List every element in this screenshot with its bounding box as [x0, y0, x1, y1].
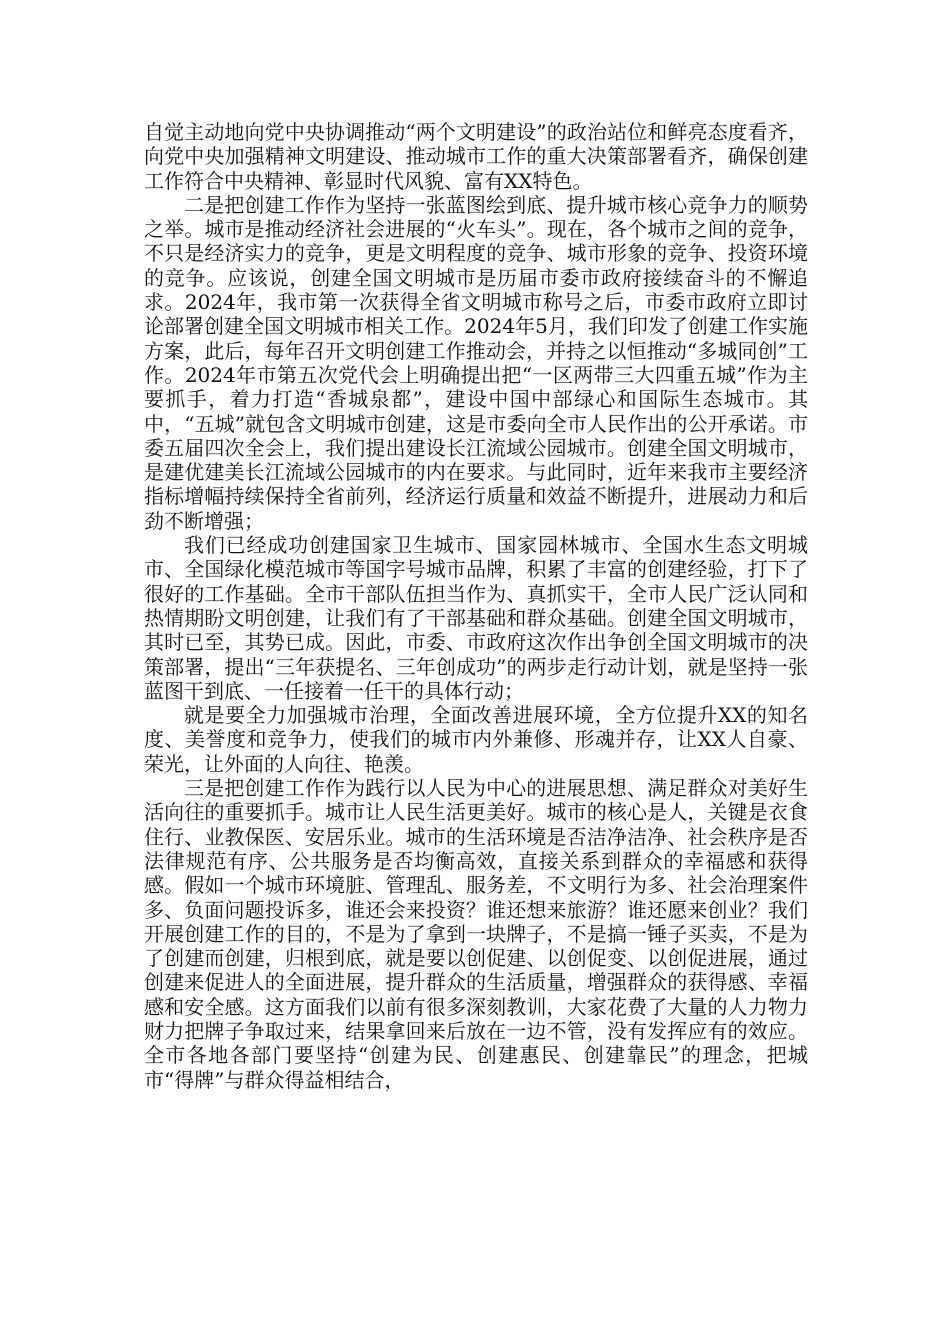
document-page — [144, 120, 808, 1092]
paragraph-3: 我们已经成功创建国家卫生城市、国家园林城市、全国水生态文明城市、全国绿化模范城市等国字号城市品牌，积累了丰富的创建经验，打下了很好的工作基础。全市干部队伍担当作为、真抓实干，全市人民广泛认同和热情期盼文明创建，让我们有了干部基础和群众基础。创建全国文明城市，其时已至，其势已成。因此，市委、市政府这次作出争创全国文明城市的决策部署，提出“三年获提名、三年创成功”的两步走行动计划，就是坚持一张蓝图干到底、一任接着一任干的具体行动； — [144, 533, 808, 703]
paragraph-2: 二是把创建工作作为坚持一张蓝图绘到底、提升城市核心竞争力的顺势之举。城市是推动经济社会进展的“火车头”。现在，各个城市之间的竞争，不只是经济实力的竞争，更是文明程度的竞争、城市形象的竞争、投资环境的竞争。应该说，创建全国文明城市是历届市委市政府接续奋斗的不懈追求。2024年，我市第一次获得全省文明城市称号之后，市委市政府立即讨论部署创建全国文明城市相关工作。2024年5月，我们印发了创建工作实施方案，此后，每年召开文明创建工作推动会，并持之以恒推动“多城同创”工作。2024年市第五次党代会上明确提出把“一区两带三大四重五城”作为主要抓手，着力打造“香城泉都”，建设中国中部绿心和国际生态城市。其中，“五城”就包含文明城市创建，这是市委向全市人民作出的公开承诺。市委五届四次全会上，我们提出建设长江流域公园城市。创建全国文明城市，是建优建美长江流域公园城市的内在要求。与此同时，近年来我市主要经济指标增幅持续保持全省前列，经济运行质量和效益不断提升，进展动力和后劲不断增强； — [144, 192, 808, 533]
paragraph-1: 自觉主动地向党中央协调推动“两个文明建设”的政治站位和鲜亮态度看齐，向党中央加强精神文明建设、推动城市工作的重大决策部署看齐，确保创建工作符合中央精神、彰显时代风貌、富有XX特色。 — [144, 120, 808, 193]
paragraph-4: 就是要全力加强城市治理，全面改善进展环境，全方位提升XX的知名度、美誉度和竞争力，使我们的城市内外兼修、形魂并存，让XX人自豪、荣光，让外面的人向往、艳羡。 — [144, 703, 808, 776]
paragraph-5: 三是把创建工作作为践行以人民为中心的进展思想、满足群众对美好生活向往的重要抓手。城市让人民生活更美好。城市的核心是人，关键是衣食住行、业教保医、安居乐业。城市的生活环境是否洁净洁净、社会秩序是否法律规范有序、公共服务是否均衡高效，直接关系到群众的幸福感和获得感。假如一个城市环境脏、管理乱、服务差，不文明行为多、社会治理案件多、负面问题投诉多，谁还会来投资？谁还想来旅游？谁还愿来创业？我们开展创建工作的目的，不是为了拿到一块牌子，不是搞一锤子买卖，不是为了创建而创建，归根到底，就是要以创促建、以创促变、以创促进展，通过创建来促进人的全面进展，提升群众的生活质量，增强群众的获得感、幸福感和安全感。这方面我们以前有很多深刻教训，大家花费了大量的人力物力财力把牌子争取过来，结果拿回来后放在一边不管，没有发挥应有的效应。全市各地各部门要坚持“创建为民、创建惠民、创建靠民”的理念，把城市“得牌”与群众得益相结合， — [144, 776, 808, 1092]
